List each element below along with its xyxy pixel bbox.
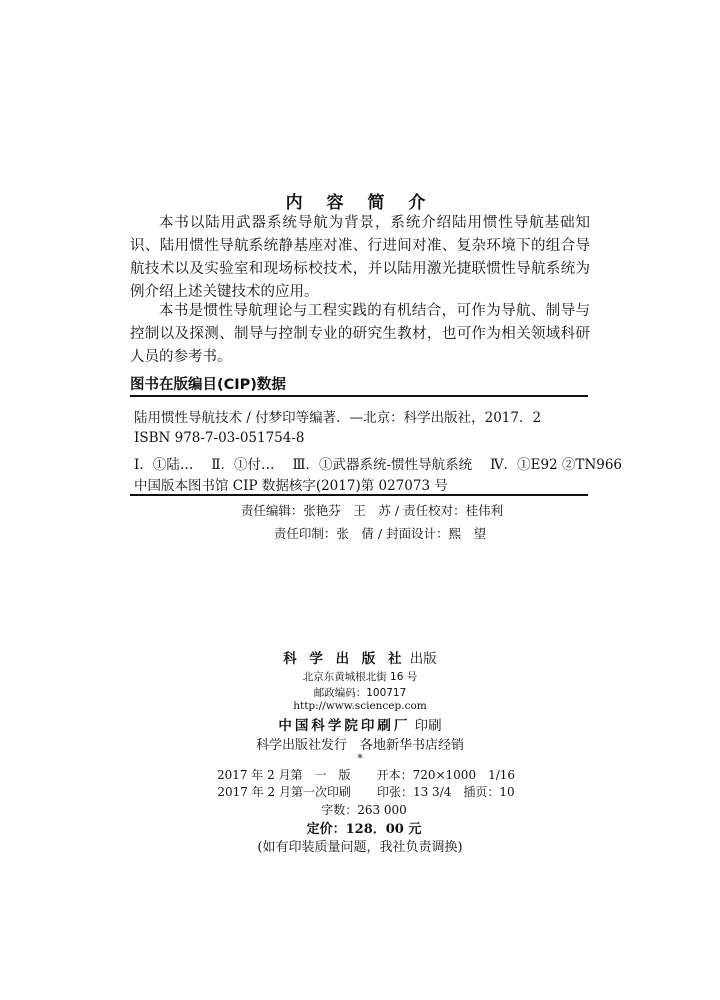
publisher-postcode: 邮政编码：100717 <box>313 687 407 699</box>
separator-star: * <box>357 752 363 765</box>
price: 定价：128．00 元 <box>306 822 422 837</box>
format-size: 开本：720×1000 1/16 <box>376 768 516 782</box>
printing-line <box>0 783 720 800</box>
publisher-address: 北京东黄城根北街 16 号 <box>302 671 418 683</box>
cip-bottom-rule <box>130 494 588 496</box>
cip-heading: 图书在版编目(CIP)数据 <box>130 377 286 393</box>
edition-line <box>0 766 720 783</box>
edition-date: 2017 年 2 月第 一 版 <box>216 768 351 782</box>
quality-notice: (如有印装质量问题，我社负责调换) <box>257 840 463 855</box>
distribution-line: 科学出版社发行 各地新华书店经销 <box>255 738 464 753</box>
cip-isbn-line: ISBN 978-7-03-051754-8 <box>134 430 305 446</box>
summary-paragraph: 本书以陆用武器系统导航为背景，系统介绍陆用惯性导航基础知识、陆用惯性导航系统静基座对准、行进间对准、复杂环境下的组合导航技术以及实验室和现场标校技术，并以陆用激光捷联惯性导航系统为例介绍上述关键技术的应用。 <box>130 215 590 300</box>
summary-paragraph: 本书是惯性导航理论与工程实践的有机结合，可作为导航、制导与控制以及探测、制导与控制专业的研究生教材，也可作为相关领域科研人员的参考书。 <box>130 303 590 365</box>
cip-class-4: Ⅳ．①E92 ②TN966 <box>490 457 623 473</box>
printer-line <box>0 714 720 734</box>
cip-title-line: 陆用惯性导航技术 / 付梦印等编著．—北京：科学出版社，2017．2 <box>134 410 542 426</box>
publisher-website: http://www.sciencep.com <box>293 700 427 712</box>
editors-line: 责任编辑：张艳芬 王 苏 / 责任校对：桂伟利 <box>240 503 504 518</box>
printer-name: 中国科学院印刷厂 <box>278 718 411 734</box>
printer-action: 印刷 <box>414 718 442 734</box>
production-line: 责任印制：张 倩 / 封面设计：熙 望 <box>273 526 487 541</box>
cip-classification-line <box>134 453 622 473</box>
printing-date: 2017 年 2 月第一次印刷 <box>217 785 351 799</box>
summary-title: 内 容 简 介 <box>285 193 435 213</box>
cip-top-rule <box>130 395 588 397</box>
cip-class-2: Ⅱ．①付… <box>211 457 275 473</box>
publisher-action: 出版 <box>409 651 437 667</box>
cip-class-1: Ⅰ．①陆… <box>134 457 194 473</box>
cip-class-3: Ⅲ．①武器系统-惯性导航系统 <box>292 457 473 473</box>
word-count: 字数：263 000 <box>321 803 407 817</box>
publisher-line <box>0 647 720 667</box>
cip-number-line: 中国版本图书馆 CIP 数据核字(2017)第 027073 号 <box>134 478 448 494</box>
sheets-plates: 印张：13 3/4 插页：10 <box>376 785 515 799</box>
publisher-name: 科 学 出 版 社 <box>283 651 406 667</box>
